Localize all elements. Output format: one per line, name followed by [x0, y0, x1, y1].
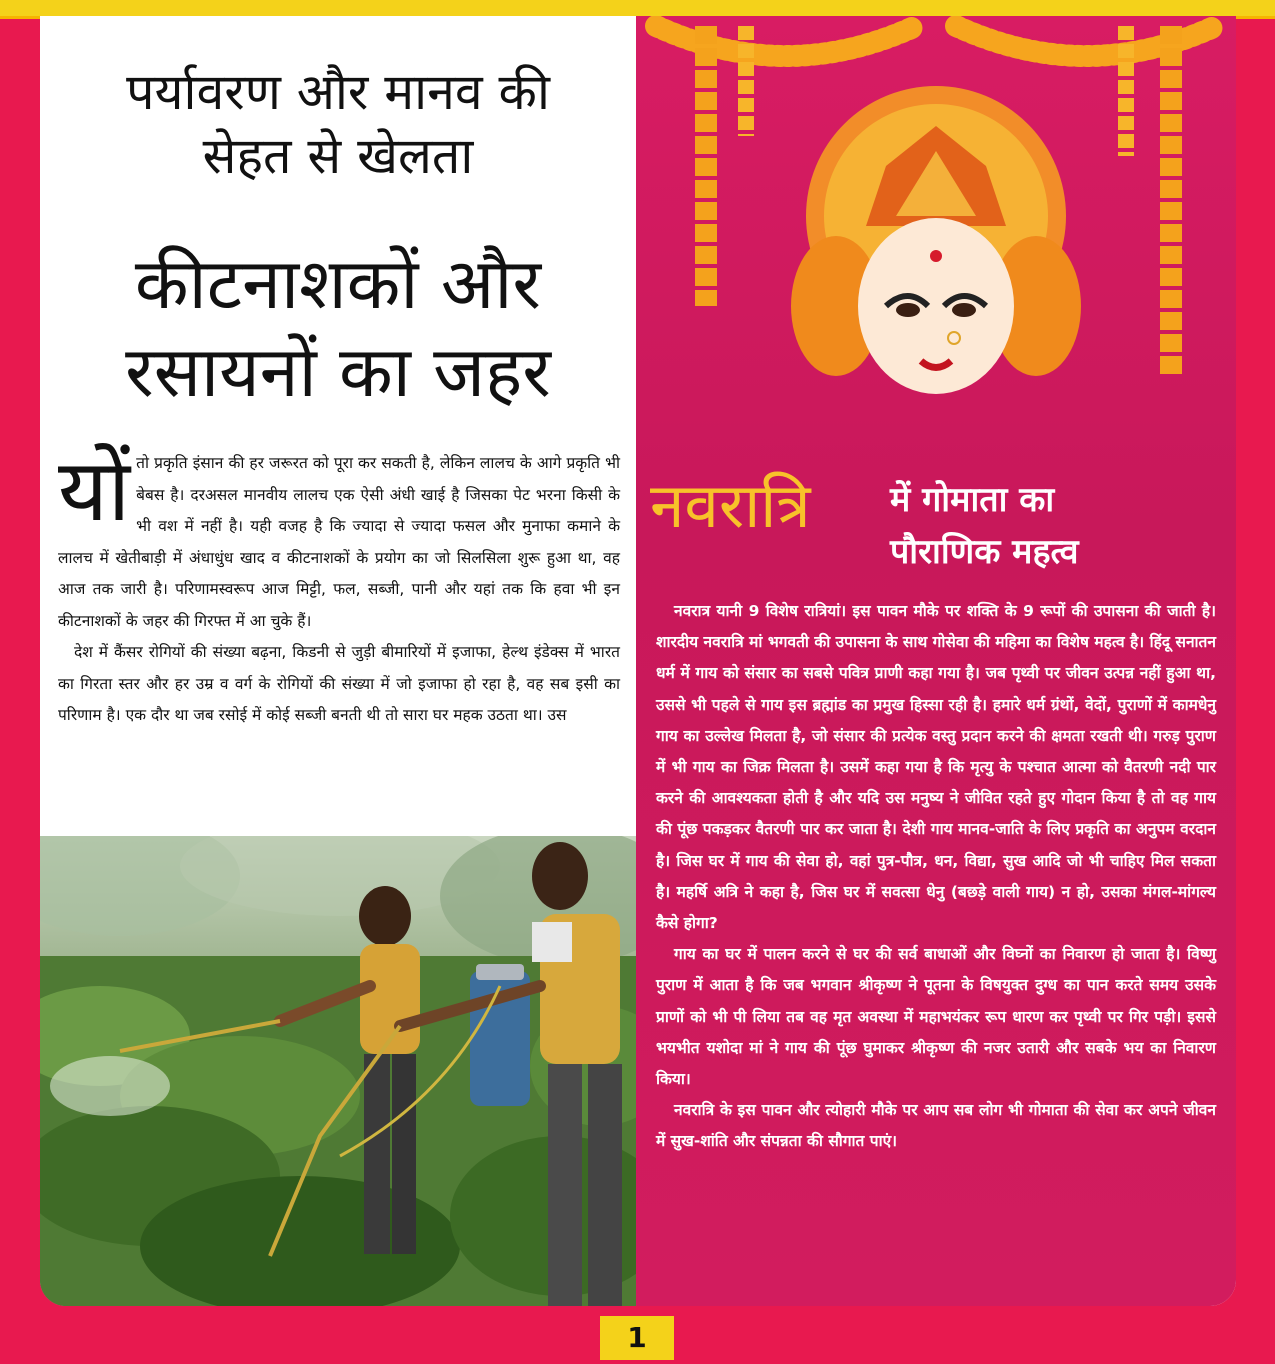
subtitle-line-1: में गोमाता का: [890, 480, 1055, 520]
left-paragraph-1: [58, 441, 620, 637]
right-paragraph-3: नवरात्रि के इस पावन और त्योहारी मौके पर आप सब लोग भी गोमाता की सेवा कर अपने जीवन में सुख-शांति और संपन्नता की सौगात पाएं।: [656, 1101, 1216, 1151]
photo-illustration: [40, 836, 636, 1306]
left-paragraph-1-text: तो प्रकृति इंसान की हर जरूरत को पूरा कर सकती है, लेकिन लालच के आगे प्रकृति भी बेबस है। दरअसल मानवीय लालच एक ऐसी अंधी खाई है जिसका पेट भरना किसी के भी वश में नहीं है। यही वजह है कि ज्यादा से ज्यादा फसल और मुनाफा कमाने के लालच में खेतीबाड़ी में अंधाधुंध खाद व कीटनाशकों के प्रयोग का जो सिलसिला शुरू हुआ था, वह आज तक जारी है। परिणामस्वरूप आज मिट्टी, फल, सब्जी, पानी और यहां तक कि हवा भी इन कीटनाशकों के जहर की गिरफ्त में आ चुके हैं।: [58, 454, 620, 630]
headline-line-3: कीटनाशकों और: [134, 243, 542, 325]
subtitle-line-2: पौराणिक महत्व: [890, 532, 1079, 572]
navratri-title: नवरात्रि: [650, 469, 811, 542]
page-number: 1: [600, 1316, 674, 1360]
right-article-body: [656, 596, 1216, 1158]
left-paragraph-2: देश में कैंसर रोगियों की संख्या बढ़ना, किडनी से जुड़ी बीमारियों में इजाफा, हेल्थ इंडेक्स में भारत का गिरता स्तर और हर उम्र व वर्ग के रोगियों की संख्या में जो इजाफा हो रहा है, वह सब इसी का परिणाम है। एक दौर था जब रसोई में कोई सब्जी बनती थी तो सारा घर महक उठता था। उस: [58, 643, 620, 724]
left-headline-small: [50, 60, 626, 188]
headline-line-1: पर्यावरण और मानव की: [126, 63, 550, 121]
right-paragraph-1: नवरात्र यानी 9 विशेष रात्रियां। इस पावन मौके पर शक्ति के 9 रूपों की उपासना की जाती है। शारदीय नवरात्रि मां भगवती की उपासना के साथ गोसेवा की महिमा का विशेष महत्व है। हिंदू सनातन धर्म में गाय को संसार का सबसे पवित्र प्राणी कहा गया है। जब पृथ्वी पर जीवन उत्पन्न नहीं हुआ था, उससे भी पहले से गाय इस ब्रह्मांड का प्रमुख हिस्सा रही है। हमारे धर्म ग्रंथों, वेदों, पुराणों में कामधेनु गाय का उल्लेख मिलता है, जो संसार की प्रत्येक वस्तु प्रदान करने की क्षमता रखती थी। गरुड़ पुराण में भी गाय का जिक्र मिलता है। उसमें कहा गया है कि मृत्यु के पश्चात आत्मा को वैतरणी नदी पार करने की आवश्यकता होती है और यदि उस मनुष्य ने जीवित रहते हुए गोदान किया है तो वह गाय की पूंछ पकड़कर वैतरणी पार कर जाता है। देशी गाय मानव-जाति के लिए प्रकृति का अनुपम वरदान है। जिस घर में गाय की सेवा हो, वहां पुत्र-पौत्र, धन, विद्या, सुख आदि जो भी चाहिए मिल सकता है। महर्षि अत्रि ने कहा है, जिस घर में सवत्सा धेनु (बछड़े वाली गाय) न हो, उसका मंगल-मांगल्य कैसे होगा?: [656, 602, 1216, 933]
page-frame: [40, 16, 1236, 1306]
right-article-panel: [636, 16, 1236, 1306]
farmers-spraying-photo: [40, 836, 636, 1306]
right-paragraph-2: गाय का घर में पालन करने से घर की सर्व बाधाओं और विघ्नों का निवारण हो जाता है। विष्णु पुराण में आता है कि जब भगवान श्रीकृष्ण ने पूतना के विषयुक्त दुग्ध का पान करते समय उसके प्राणों को भी पी लिया तब वह मृत अवस्था में महाभयंकर रूप धारण कर पृथ्वी पर गिर पड़ी। इससे भयभीत यशोदा मां ने गाय की पूंछ घुमाकर श्रीकृष्ण की नजर उतारी और सबके भय का निवारण किया।: [656, 945, 1216, 1089]
dropcap: यों: [58, 441, 131, 541]
right-subtitle: [890, 474, 1078, 578]
left-article-body: [58, 441, 620, 732]
left-headline-large: [50, 240, 626, 416]
headline-line-4: रसायनों का जहर: [125, 331, 551, 413]
left-article: [40, 16, 636, 836]
headline-line-2: सेहत से खेलता: [202, 127, 474, 185]
